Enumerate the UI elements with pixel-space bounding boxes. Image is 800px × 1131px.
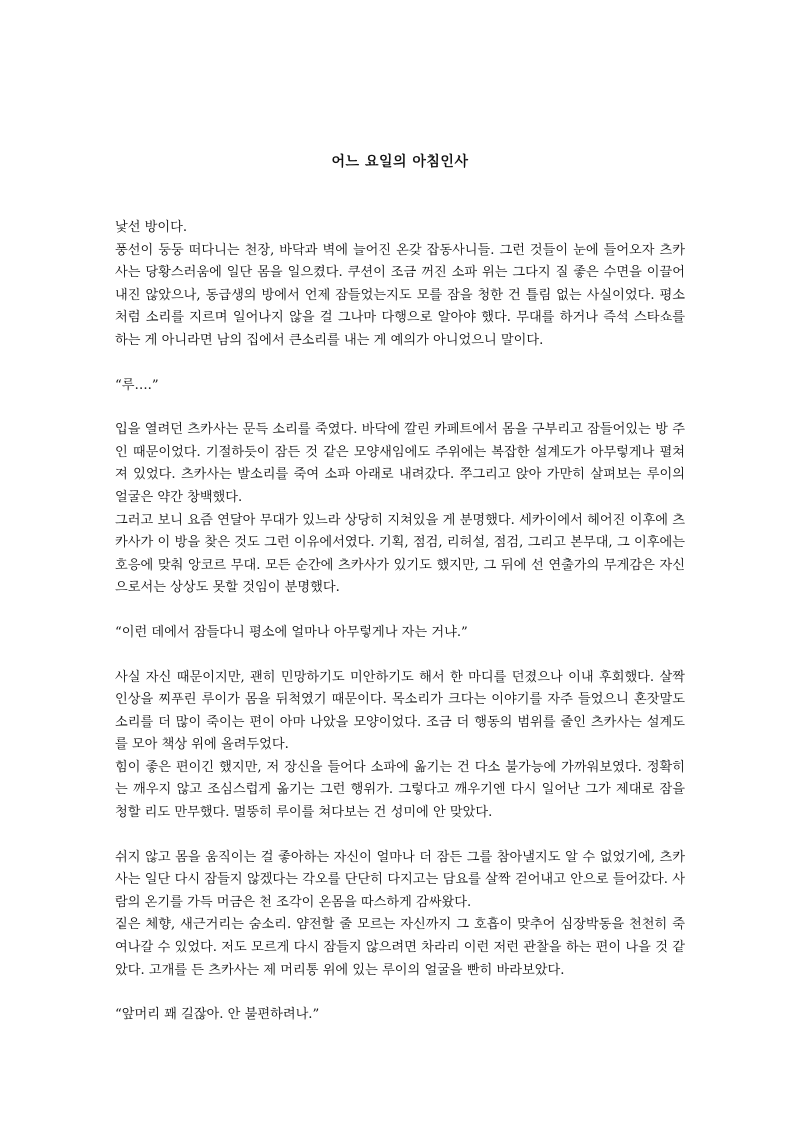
dialogue-line: “이런 데에서 잠들다니 평소에 얼마나 아무렇게나 자는 거냐.” xyxy=(115,624,468,640)
blank-line xyxy=(115,353,685,375)
story-body xyxy=(115,217,685,1027)
blank-line xyxy=(115,825,685,847)
paragraph: 사실 자신 때문이지만, 괜히 민망하기도 미안하기도 해서 한 마디를 던졌으나 이내 후회했다. 살짝 인상을 찌푸린 루이가 몸을 뒤척였기 때문이다. 목소리가 크다는 이야기를 자주 들었으니 혼잣말도 소리를 더 많이 죽이는 편이 아마 나았을 모양이었다. 조금 더 행동의 범위를 줄인 츠카사는 설계도를 모아 책상 위에 올려두었다. xyxy=(115,669,685,753)
paragraph: 그러고 보니 요즘 연달아 무대가 있느라 상당히 지쳐있을 게 분명했다. 세카이에서 헤어진 이후에 츠카사가 이 방을 찾은 것도 그런 이유에서였다. 기획, 점검, 리허설, 점검, 그리고 본무대, 그 이후에는 호응에 맞춰 앙코르 무대. 모든 순간에 츠카사가 있기도 했지만, 그 뒤에 선 연출가의 무게감은 자신으로서는 상상도 못할 것임이 분명했다. xyxy=(115,512,685,596)
paragraph: 낯선 방이다. xyxy=(115,220,188,235)
paragraph: 짙은 체향, 새근거리는 숨소리. 얌전할 줄 모르는 자신까지 그 호흡이 맞추어 심장박동을 천천히 죽여나갈 수 있었다. 저도 모르게 다시 잠들지 않으려면 차라리 이런 저런 관찰을 하는 편이 나을 것 같았다. 고개를 든 츠카사는 제 머리통 위에 있는 루이의 얼굴을 빤히 바라보았다. xyxy=(115,917,685,978)
dialogue-line: “앞머리 꽤 길잖아. 안 불편하려나.” xyxy=(115,1007,320,1023)
blank-line xyxy=(115,600,685,622)
paragraph: 입을 열려던 츠카사는 문득 소리를 죽였다. 바닥에 깔린 카페트에서 몸을 구부리고 잠들어있는 방 주인 때문이었다. 기절하듯이 잠든 것 같은 모양새임에도 주위에는 복잡한 설계도가 아무렇게나 펼쳐져 있었다. 츠카사는 발소리를 죽여 소파 아래로 내려갔다. 쭈그리고 앉아 가만히 살펴보는 루이의 얼굴은 약간 창백했다. xyxy=(115,422,685,505)
paragraph: 쉬지 않고 몸을 움직이는 걸 좋아하는 자신이 얼마나 더 잠든 그를 참아낼지도 알 수 없었기에, 츠카사는 일단 다시 잠들지 않겠다는 각오를 단단히 다지고는 담요를 살짝 걷어내고 안으로 들어갔다. 사람의 온기를 가득 머금은 천 조각이 온몸을 따스하게 감싸왔다. xyxy=(115,849,685,910)
blank-line xyxy=(115,645,685,667)
blank-line xyxy=(115,982,685,1004)
paragraph: 풍선이 둥둥 떠다니는 천장, 바닥과 벽에 늘어진 온갖 잡동사니들. 그런 것들이 눈에 들어오자 츠카사는 당황스러움에 일단 몸을 일으켰다. 쿠션이 조금 꺼진 소파 위는 그다지 질 좋은 수면을 이끌어내진 않았으나, 동급생의 방에서 언제 잠들었는지도 모를 잠을 청한 건 틀림 없는 사실이었다. 평소처럼 소리를 지르며 일어나지 않을 걸 그나마 다행으로 알아야 했다. 무대를 하거나 즉석 스타쇼를 하는 게 아니라면 남의 집에서 큰소리를 내는 게 예의가 아니었으니 말이다. xyxy=(115,242,685,348)
document-title: 어느 요일의 아침인사 xyxy=(331,154,469,170)
paragraph: 힘이 좋은 편이긴 했지만, 저 장신을 들어다 소파에 옮기는 건 다소 불가능에 가까워보였다. 정확히는 깨우지 않고 조심스럽게 옮기는 그런 행위가. 그렇다고 깨우기엔 다시 일어난 그가 제대로 잠을 청할 리도 만무했다. 멀뚱히 루이를 쳐다보는 건 성미에 안 맞았다. xyxy=(115,759,685,821)
dialogue-line: “루….” xyxy=(115,377,159,393)
blank-line xyxy=(115,397,685,419)
